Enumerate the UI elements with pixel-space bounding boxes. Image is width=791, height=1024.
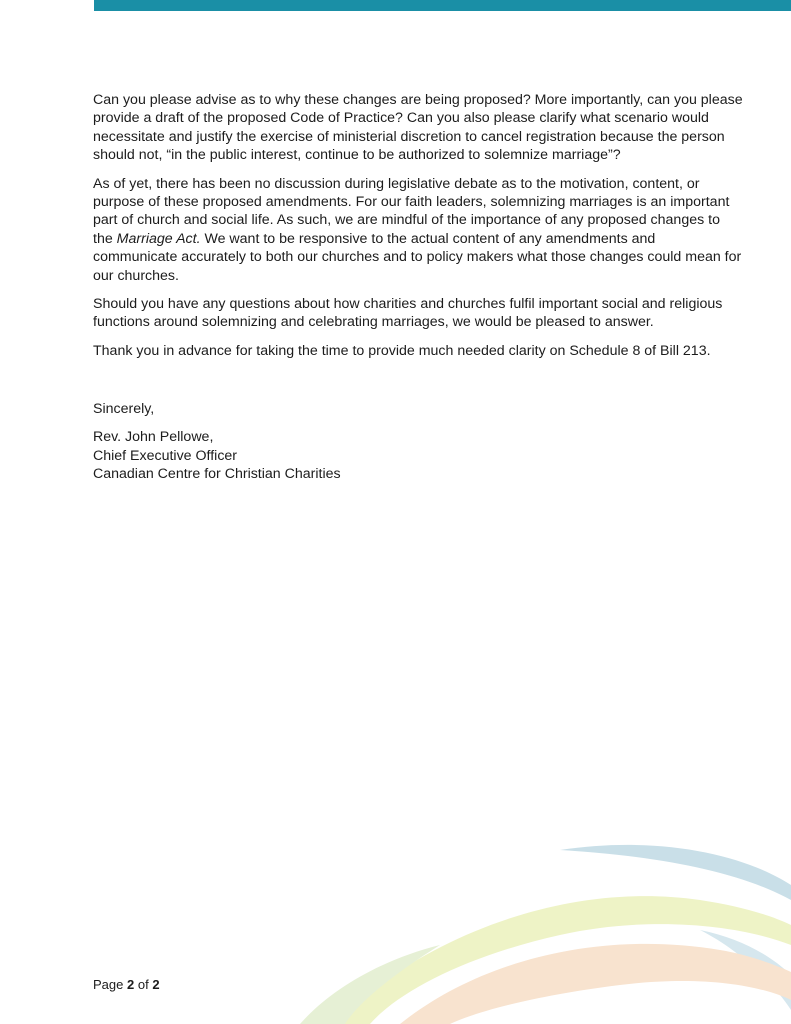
page-label: Page xyxy=(93,977,124,992)
swoosh-yellow-arc xyxy=(330,896,791,1024)
page-of: of xyxy=(137,977,149,992)
paragraph-thanks: Thank you in advance for taking the time to provide much needed clarity on Schedule 8 of Bill 213. xyxy=(93,342,711,359)
signer-organization: Canadian Centre for Christian Charities xyxy=(93,466,341,483)
paragraph-request: Can you please advise as to why these changes are being proposed? More importantly, can you please provide a draft of the proposed Code of Practice? Can you also please clarify what scenario would necessitate and justify the exercise of ministerial discretion to cancel registration because the person should not, “in the public interest, continue to be authorized to solemnize marriage”? xyxy=(93,92,743,164)
header-accent-bar xyxy=(94,0,791,11)
signature-block xyxy=(93,400,743,484)
page-current: 2 xyxy=(127,977,135,992)
signer-name: Rev. John Pellowe, xyxy=(93,429,214,446)
page-total: 2 xyxy=(152,977,160,992)
swoosh-teal-arc xyxy=(560,845,791,900)
page-footer xyxy=(93,977,160,993)
marriage-act-title: Marriage Act. xyxy=(116,230,201,247)
swoosh-orange-arc xyxy=(400,944,791,1024)
signer-title: Chief Executive Officer xyxy=(93,447,238,464)
swoosh-teal-lower xyxy=(700,930,791,1010)
closing: Sincerely, xyxy=(93,401,155,417)
paragraph-context xyxy=(93,175,743,285)
paragraph-offer: Should you have any questions about how charities and churches fulfil important social and religious functions around solemnizing and celebrating marriages, we would be pleased to answer. xyxy=(93,296,723,331)
context-text-a: As of yet, there has been no discussion during legislative debate as to the motivation, content, or purpose of these proposed amendments. For our faith leaders, solemnizing marriages is an important part of church and social life. As such, we are mindful of the importance of any proposed changes to the xyxy=(93,175,730,247)
context-text-b: We want to be responsive to the actual content of any amendments and communicate accurately to both our churches and to policy makers what those changes could mean for our churches. xyxy=(93,230,742,284)
swoosh-green-arc xyxy=(300,945,440,1024)
letter-body xyxy=(93,91,743,370)
